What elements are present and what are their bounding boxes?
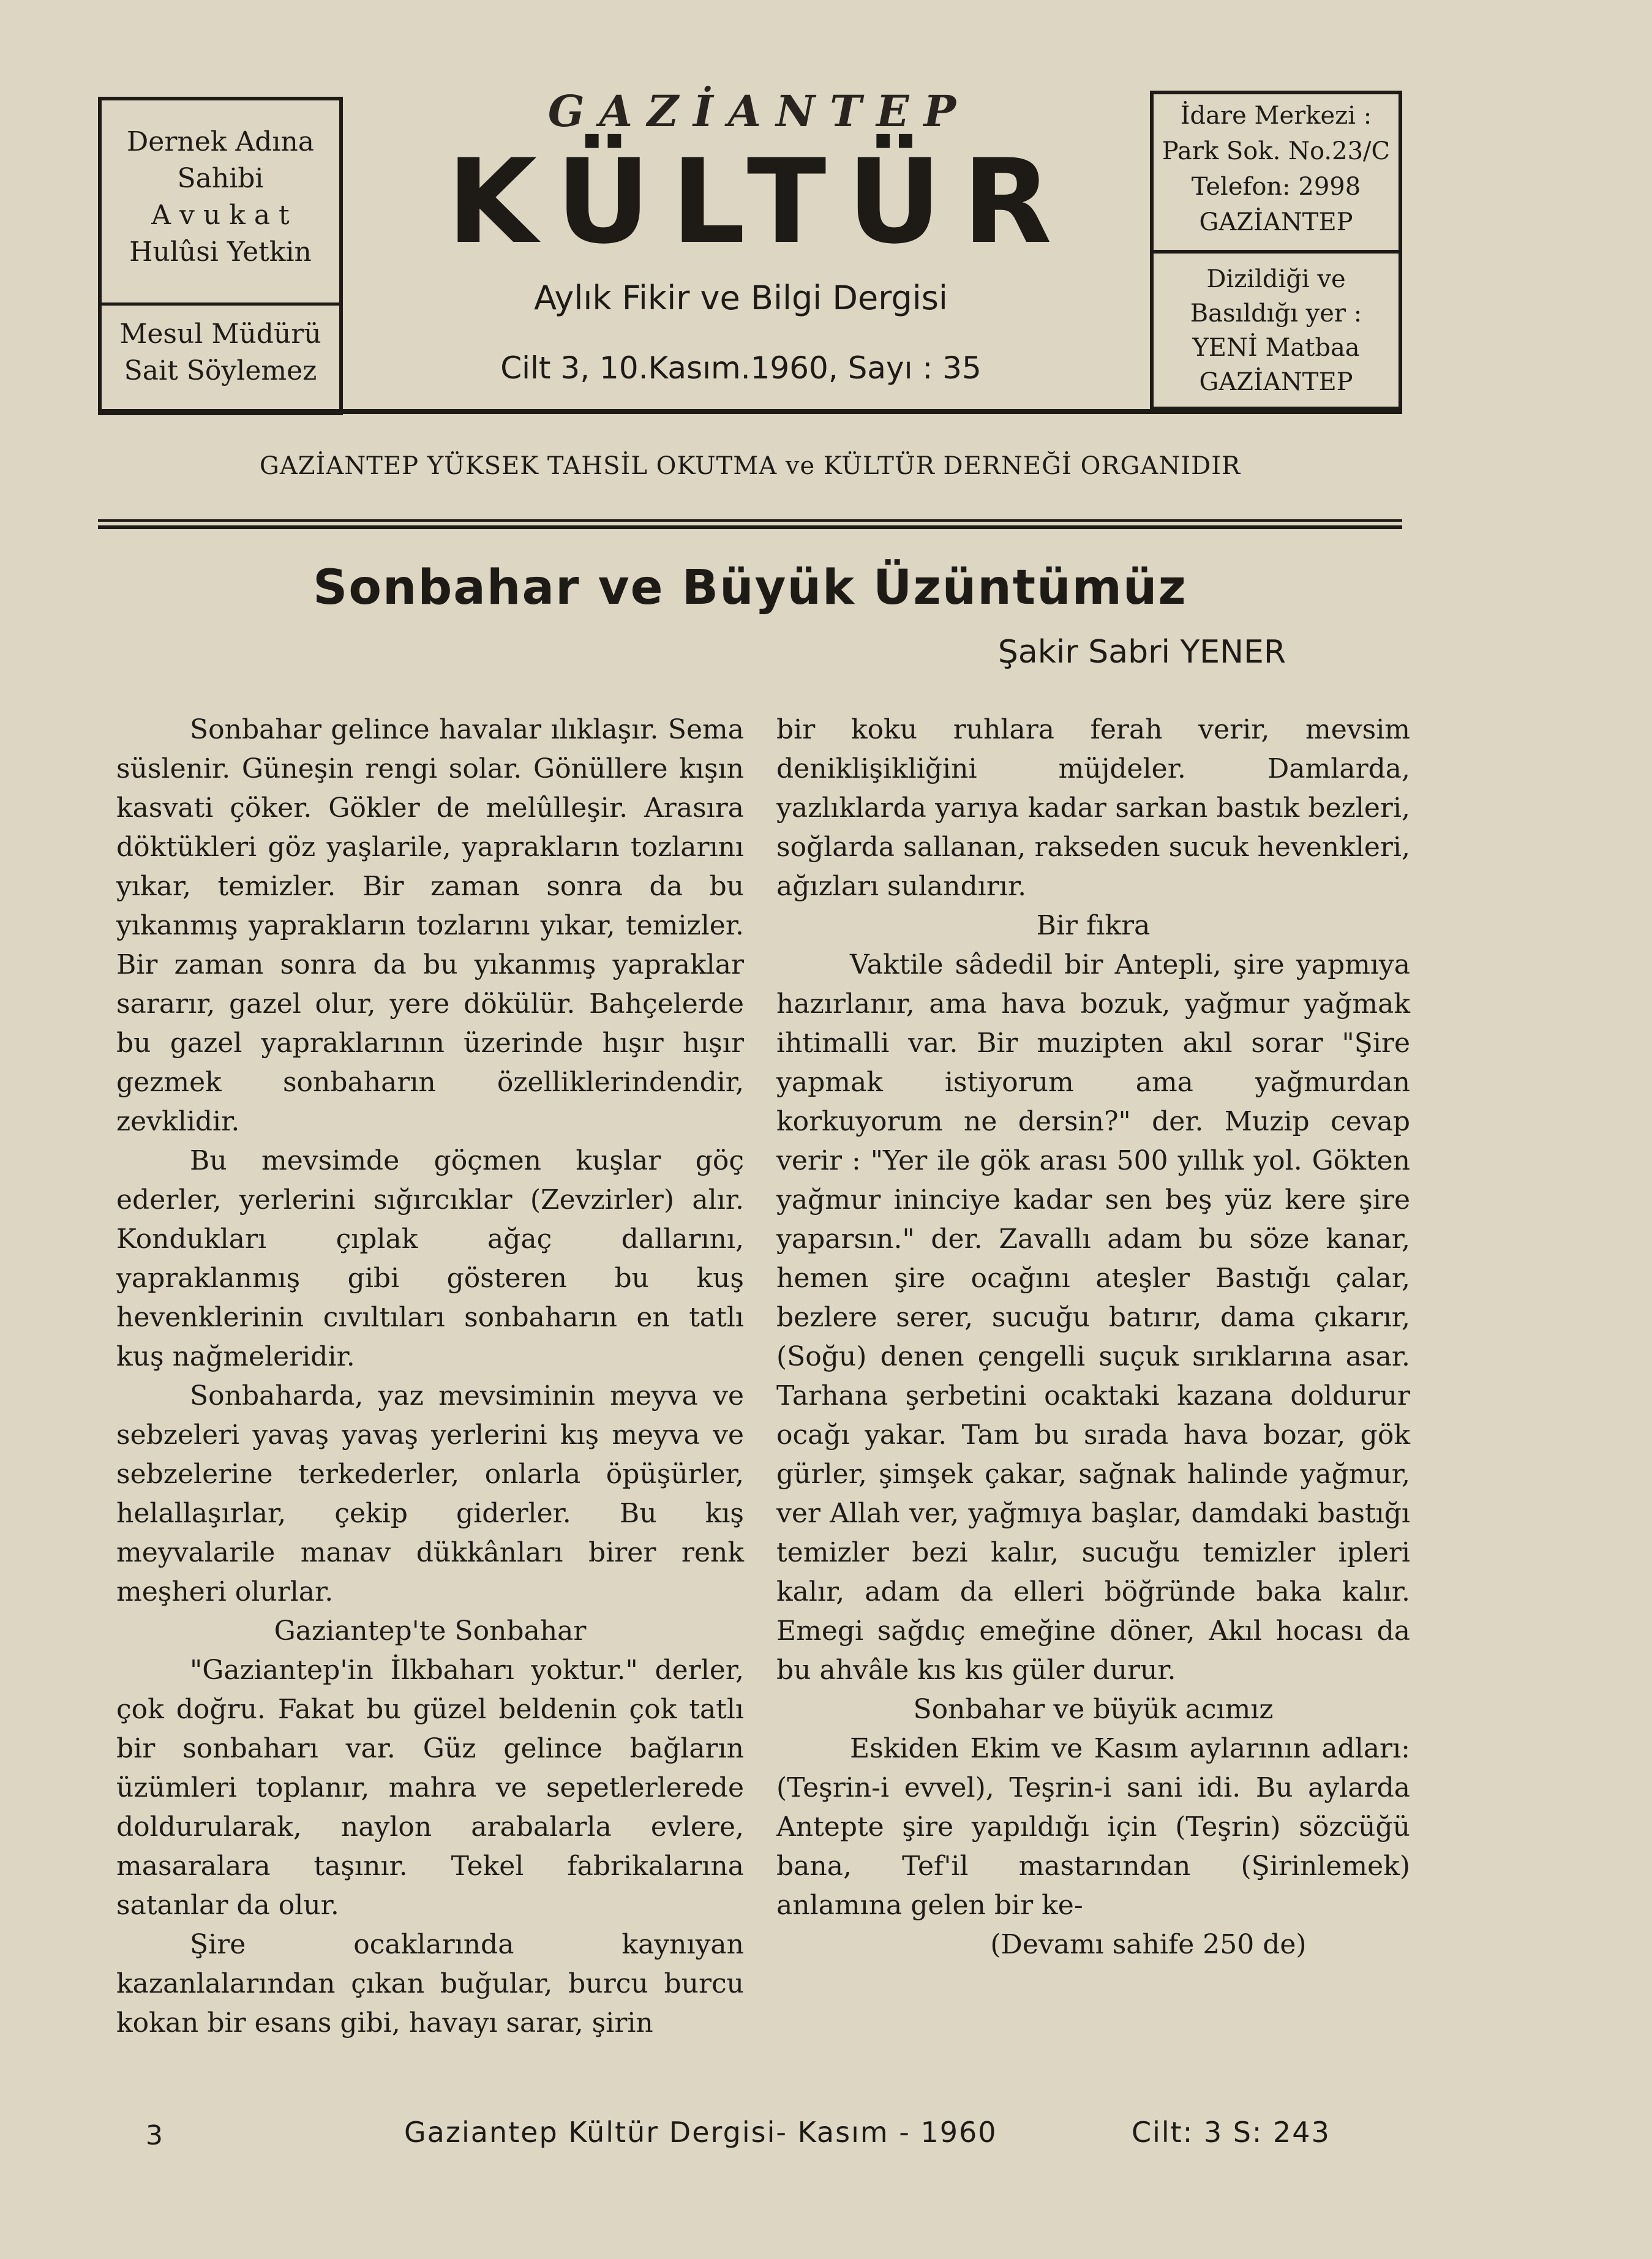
article-title: Sonbahar ve Büyük Üzüntümüz [313,560,1187,615]
header-rule [98,409,1402,414]
continued-note: (Devamı sahife 250 de) [990,1929,1307,1960]
right-subheading-anecdote: Bir fıkra [1036,910,1151,941]
right-paragraph: Eskiden Ekim ve Kasım aylarının adları: (Teşrin-i evvel), Teşrin-i sani idi. Bu aylarda Antepte şire yapıldığı için (Teşrin) sözcüğü bana, Tef'il mastarından (Şirinlemek) anlamına gelen bir ke- [776,1733,1410,1921]
office-phone: Telefon: 2998 [1191,173,1361,201]
masthead-issue: Cilt 3, 10.Kasım.1960, Sayı : 35 [500,350,982,386]
organ-line: GAZİANTEP YÜKSEK TAHSİL OKUTMA ve KÜLTÜR DERNEĞİ ORGANIDIR [259,452,1241,480]
organ-rule-bottom [98,525,1402,529]
printer-city: GAZİANTEP [1199,368,1353,396]
printer-section [1154,254,1399,399]
editor-section [102,316,339,389]
left-paragraph: Şire ocaklarında kaynıyan kazanlalarından çıkan buğular, burcu burcu kokan bir esans gibi, havayı sarar, şirin [116,1929,744,2039]
office-line-1: İdare Merkezi : [1180,102,1372,130]
footer-volume-page: Cilt: 3 S: 243 [1132,2116,1331,2149]
printer-line-1: Dizildiği ve [1206,265,1346,293]
printer-name: YENİ Matbaa [1192,334,1360,362]
masthead-title: KÜLTÜR [447,134,1073,269]
left-column [116,710,744,2043]
owner-name: Hulûsi Yetkin [129,236,312,268]
left-paragraph: Sonbahar gelince havalar ılıklaşır. Sema süslenir. Güneşin rengi solar. Gönüllere kışın kasvati çöker. Gökler de melûlleşir. Arasıra döktükleri göz yaşlarile, yaprakların tozlarını yıkar, temizler. Bir zaman sonra da bu yıkanmış yaprakların tozlarını yıkar, temizler. Bir zaman sonra da bu yıkanmış yapraklar sararır, gazel olur, yere dökülür. Bahçelerde bu gazel yapraklarının üzerinde hışır hışır gezmek sonbaharın özelliklerindendir, zevklidir. [116,714,744,1137]
article-author: Şakir Sabri YENER [997,634,1286,671]
owner-section [102,100,339,271]
editor-name: Sait Söylemez [124,355,317,386]
office-line-2: Park Sok. No.23/C [1162,137,1391,165]
office-city: GAZİANTEP [1199,208,1353,236]
left-paragraph: Sonbaharda, yaz mevsiminin meyva ve sebzeleri yavaş yavaş yerlerini kış meyva ve sebzelerine terkederler, onlarla öpüşürler, helallaşırlar, çekip giderler. Bu kış meyvalarile manav dükkânları birer renk meşheri olurlar. [116,1380,744,1607]
right-paragraph: bir koku ruhlara ferah verir, mevsim deniklişikliğini müjdeler. Damlarda, yazlıklarda yarıya kadar sarkan bastık bezleri, soğlarda sallanan, rakseden sucuk hevenkleri, ağızları sulandırır. [776,714,1410,902]
office-box [1150,91,1402,254]
owner-title: A v u k a t [151,200,290,231]
left-subheading: Gaziantep'te Sonbahar [274,1615,587,1647]
page-number: 3 [146,2120,163,2151]
editor-label: Mesul Müdürü [119,318,321,350]
owner-box [98,97,343,415]
owner-box-divider [102,303,339,306]
left-paragraph: Bu mevsimde göçmen kuşlar göç ederler, yerlerini sığırcıklar (Zevzirler) alır. Kondukları çıplak ağaç dallarını, yapraklanmış gibi gösteren bu kuş hevenklerinin cıvıltıları sonbaharın en tatlı kuş nağmeleridir. [116,1145,744,1372]
owner-label-line-2: Sahibi [177,163,264,194]
owner-label-line-1: Dernek Adına [127,126,314,157]
printer-box [1150,250,1402,410]
right-subheading-grief: Sonbahar ve büyük acımız [913,1694,1274,1725]
right-paragraph: Vaktile sâdedil bir Antepli, şire yapmıya hazırlanır, ama hava bozuk, yağmur yağmak ihtimalli var. Bir muzipten akıl sorar "Şire yapmak istiyorum ama yağmurdan korkuyorum ne dersin?" der. Muzip cevap verir : "Yer ile gök arası 500 yıllık yol. Gökten yağmur ininciye kadar sen beş yüz kere şire yaparsın." der. Zavallı adam bu söze kanar, hemen şire ocağını ateşler Bastığı çalar, bezlere serer, sucuğu batırır, dama çıkarır, (Soğu) denen çengelli suçuk sırıklarına asar. Tarhana şerbetini ocaktaki kazana doldurur ocağı yakar. Tam bu sırada hava bozar, gök gürler, şimşek çakar, sağnak halinde yağmur, ver Allah ver, yağmıya başlar, damdaki bastığı temizler bezi kalır, sucuğu temizler ipleri kalır, adam da elleri böğründe baka kalır. Emegi sağdıç emeğine döner, Akıl hocası da bu ahvâle kıs kıs güler durur. [776,949,1410,1686]
organ-rule-top [98,519,1402,522]
masthead-subtitle: Aylık Fikir ve Bilgi Dergisi [534,279,948,317]
right-column [776,710,1410,1964]
printer-line-2: Basıldığı yer : [1190,299,1362,328]
left-paragraph: "Gaziantep'in İlkbaharı yoktur." derler, çok doğru. Fakat bu güzel beldenin çok tatlı bir sonbaharı var. Güz gelince bağların üzümleri toplanır, mahra ve sepetlerlerede doldurularak, naylon arabalarla evlere, masaralara taşınır. Tekel fabrikalarına satanlar da olur. [116,1655,744,1921]
footer-journal: Gaziantep Kültür Dergisi- Kasım - 1960 [404,2116,997,2149]
office-section [1154,94,1399,240]
masthead-city: GAZİANTEP [547,86,971,137]
